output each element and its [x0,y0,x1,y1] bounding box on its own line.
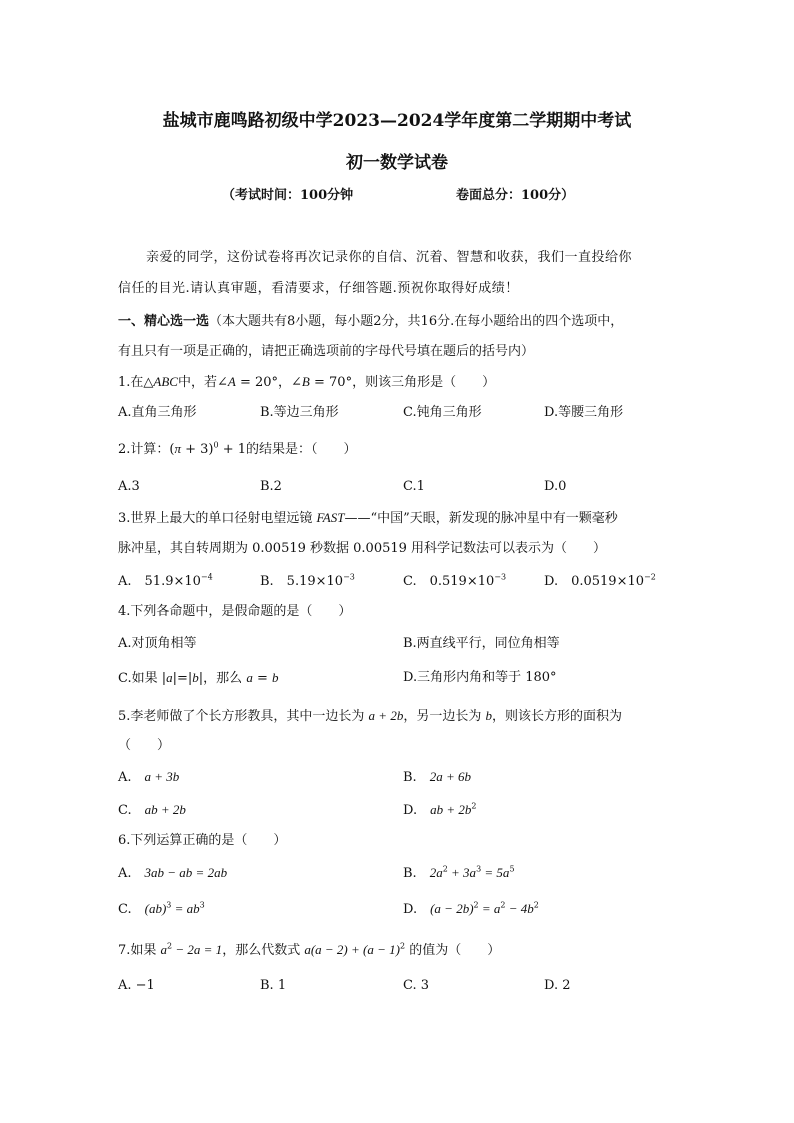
q5-c-math: ab + 2b [144,802,186,817]
q6-c-exp: 3 [166,900,172,910]
q6-d-math: − 4b [505,901,534,916]
q6-option-c [118,900,205,919]
q2-text: 2.计算：( [118,442,175,457]
q3-b-base: B. 5.19×10 [260,574,344,589]
q6-c-label: C. [118,902,145,917]
q4-option-d: D.三角形内角和等于 180° [403,670,557,685]
q5-stem-2: （ ） [118,738,171,753]
q2-text: + 1的结果是：（ ） [218,442,357,457]
q6-b-label: B. [403,866,430,881]
exam-time: （考试时间：100分钟 [222,188,354,203]
q6-d-math: (a − 2b) [430,901,474,916]
q5-d-label: D. [403,803,431,818]
q5-math: a + 2b [368,708,404,723]
q3-option-a [118,573,213,591]
q1-text: = 20°，∠ [235,375,302,390]
q3-text: ——“中国”天眼，新发现的脉冲星中有一颗毫秒 [344,511,618,526]
section1-heading: 一、精心选一选 [118,314,210,329]
q1-text: = 70°，则该三角形是（ ） [309,375,496,390]
q2-option-a: A.3 [118,479,140,494]
exam-title: 盐城市鹿鸣路初级中学2023—2024学年度第二学期期中考试 [162,111,632,131]
q6-c-exp: 3 [199,900,205,910]
q4-c-math: a [246,670,253,685]
q6-c-math: (ab) [144,901,167,916]
q5-stem-1 [118,707,622,726]
q3-option-c [403,573,506,591]
q5-b-label: B. [403,770,430,785]
q7-text: ，那么代数式 [222,943,305,958]
q5-text: 5.李老师做了个长方形教具，其中一边长为 [118,709,369,724]
section1-desc-2: 有且只有一项是正确的，请把正确选项前的字母代号填在题后的括号内） [118,344,535,359]
q6-d-exp: 2 [500,900,506,910]
q6-c-math: = ab [171,901,200,916]
q4-c-text: = [252,671,272,686]
q2-text: + 3) [181,442,214,457]
q1-option-d: D.等腰三角形 [544,405,624,420]
q7-option-a: A. −1 [118,978,155,993]
q3-c-base: C. 0.519×10 [403,574,495,589]
q3-d-exp: −2 [644,572,656,582]
q5-text: ，另一边长为 [403,709,486,724]
q7-math: a [160,942,168,957]
q3-stem-2: 脉冲星，其自转周期为 0.00519 秒数据 0.00519 用科学记数法可以表示为（ ） [118,541,607,556]
q4-c-text: |=| [172,671,193,686]
q3-b-exp: −3 [343,572,355,582]
q6-b-math: = 5a [481,865,510,880]
q1-text: 中，若∠ [177,375,228,390]
intro-line-1: 亲爱的同学，这份试卷将再次记录你的自信、沉着、智慧和收获，我们一直投给你 [146,250,633,265]
q2-option-c: C.1 [403,479,425,494]
q1-math: B [301,374,310,389]
q6-d-exp: 2 [533,900,539,910]
q6-b-exp: 2 [442,864,448,874]
section1-heading-line [118,313,623,331]
q4-option-a: A.对顶角相等 [118,636,197,651]
q5-c-label: C. [118,803,145,818]
q7-option-c: C. 3 [403,978,430,993]
q6-b-exp: 5 [509,864,515,874]
q7-math: a(a − 2) + (a − 1) [304,942,400,957]
q6-a-label: A. [118,866,145,881]
q3-a-base: A. 51.9×10 [118,574,201,589]
q6-d-math: = a [478,901,501,916]
q5-a-label: A. [118,770,145,785]
q3-option-d [544,573,656,591]
q5-option-b [403,768,471,787]
q5-d-math: ab + 2b [430,802,472,817]
exam-subtitle: 初一数学试卷 [346,153,448,173]
q1-option-c: C.钝角三角形 [403,405,482,420]
q7-exp: 2 [167,941,173,951]
q2-option-d: D.0 [544,479,567,494]
q4-stem: 4.下列各命题中，是假命题的是（ ） [118,604,352,619]
q1-text: 1.在△ [118,375,154,390]
q5-a-math: a + 3b [144,769,180,784]
q3-stem-1 [118,509,618,528]
q4-c-math: b [192,670,199,685]
q7-math: − 2a = 1 [172,942,223,957]
q7-stem [118,941,500,960]
q6-a-math: 3ab − ab = 2ab [144,865,228,880]
q5-d-exp: 2 [471,801,477,811]
q4-c-text: C.如果 | [118,671,167,686]
q5-option-c [118,801,186,820]
q3-option-b [260,573,355,591]
q6-d-exp: 2 [473,900,479,910]
q7-option-b: B. 1 [260,978,287,993]
q6-b-exp: 3 [476,864,482,874]
q7-option-d: D. 2 [544,978,571,993]
q5-option-a [118,768,179,787]
q6-b-math: + 3a [447,865,477,880]
q6-option-a [118,864,227,883]
q3-fast: FAST [316,510,345,525]
intro-line-2: 信任的目光.请认真审题，看清要求，仔细答题.预祝你取得好成绩！ [118,281,519,296]
q4-c-math: a [166,670,173,685]
q7-text: 7.如果 [118,943,161,958]
q1-math: A [227,374,236,389]
q3-c-exp: −3 [494,572,507,582]
q3-text: 3.世界上最大的单口径射电望远镜 [118,511,317,526]
q5-math: b [485,708,492,723]
q1-math: ABC [153,374,178,389]
q4-option-b: B.两直线平行，同位角相等 [403,636,560,651]
q3-a-exp: −4 [200,572,213,582]
q5-b-math: 2a + 6b [429,769,471,784]
q2-exponent: 0 [213,440,219,450]
q6-stem: 6.下列运算正确的是（ ） [118,833,287,848]
q7-text: 的值为（ ） [405,943,501,958]
q5-text: ，则该长方形的面积为 [491,709,622,724]
q6-d-label: D. [403,902,431,917]
total-score: 卷面总分：100分） [456,188,575,203]
q2-stem [118,440,357,459]
q1-option-b: B.等边三角形 [260,405,339,420]
q6-option-b [403,864,515,883]
section1-desc-1: （本大题共有8小题，每小题2分，共16分.在每小题给出的四个选项中， [209,314,624,329]
q2-option-b: B.2 [260,479,282,494]
q3-d-base: D. 0.0519×10 [544,574,645,589]
q7-exp: 2 [399,941,406,951]
q6-option-d [403,900,539,919]
q4-c-math: b [271,670,279,685]
q1-option-a: A.直角三角形 [118,405,197,420]
q2-math: π [174,441,181,456]
q4-c-text: |，那么 [198,671,247,686]
q4-option-c [118,669,278,688]
q1-stem [118,373,495,392]
q5-option-d [403,801,476,820]
q6-b-math: 2a [429,865,443,880]
